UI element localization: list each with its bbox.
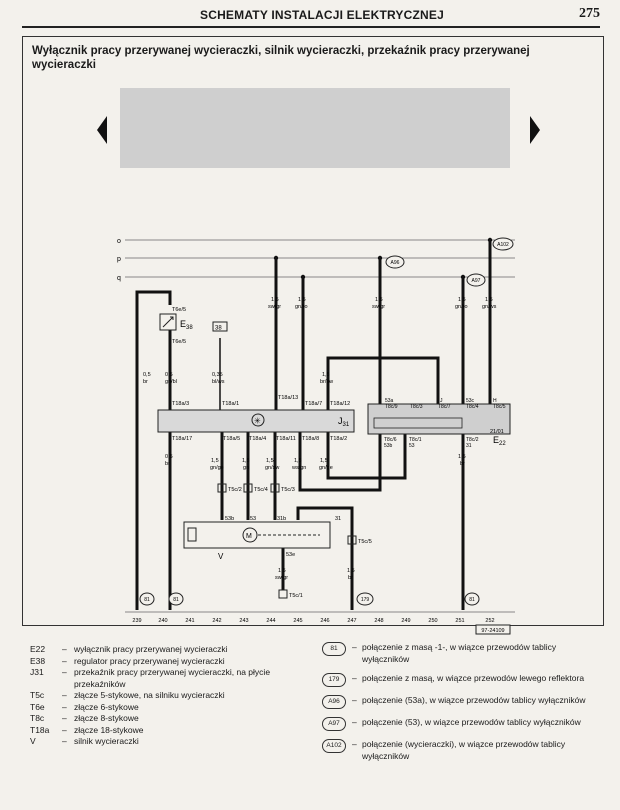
wire-label-color: sw/gr (372, 304, 386, 310)
t6e5-top-label: T6e/5 (172, 307, 187, 313)
t6e5-bot-label: T6e/5 (172, 339, 187, 345)
ground-badge-label: 81 (469, 597, 475, 603)
header-title: SCHEMATY INSTALACJI ELEKTRYCZNEJ (200, 8, 444, 22)
t8c9-label: T8c/9 (385, 404, 398, 410)
wire-label-size: 0,5 (143, 372, 151, 378)
wire-label-color: gn/ge (210, 465, 224, 471)
wire-label-size: 1,5 (266, 458, 274, 464)
wire-label-size: 1,5 (211, 458, 219, 464)
t8c6-label: T8c/6 (384, 437, 397, 443)
pin-53c: 53c (466, 398, 475, 404)
motor-symbol: M (246, 533, 252, 540)
wire-label-color: br (165, 461, 170, 467)
legend-code: T18a (30, 724, 50, 735)
pin-53b-e22: 53b (384, 443, 393, 449)
t5c1-connector (279, 590, 287, 598)
wire-label-size: 1,5 (458, 297, 466, 303)
bus-label-o: o (117, 238, 121, 245)
legend-code: T8c (30, 713, 45, 723)
junction-dot (378, 256, 382, 260)
connection-badge-icon: A102 (322, 739, 346, 753)
legend-connection-row: A102 – połączenie (wycieraczki), w wiązce przewodów tablicy wyłączników (322, 739, 602, 762)
legend-connection-desc: połączenie (wycieraczki), w wiązce przewodów tablicy wyłączników (362, 739, 566, 761)
v-label: V (218, 552, 224, 561)
t18a4-label: T18a/4 (249, 436, 267, 442)
t5c2-label: T5c/2 (228, 487, 242, 493)
ground-badge-icon: 179 (322, 673, 346, 687)
relay-symbol: ✳ (254, 416, 261, 426)
t18a7-label: T18a/7 (305, 401, 323, 407)
legend-desc: złącze 8-stykowe (74, 713, 139, 723)
t18a3-label: T18a/3 (172, 401, 190, 407)
legend-connection-row: 179 – połączenie z masą, w wiązce przewodów lewego reflektora (322, 673, 602, 687)
pin-31: 31 (335, 516, 342, 522)
legend-row: E22 – wyłącznik pracy przerywanej wycieraczki (30, 644, 310, 656)
ground-badge-label: 81 (173, 597, 179, 603)
wire-label-size: 1,5 (347, 568, 355, 574)
scale-number: 240 (158, 618, 168, 624)
legend-row: V – silnik wycieraczki (30, 736, 310, 748)
scale-number: 250 (428, 618, 438, 624)
scale-number: 243 (239, 618, 249, 624)
junction-dot (488, 238, 492, 242)
wire-label-color: sw/gr (275, 575, 289, 581)
legend-desc: wyłącznik pracy przerywanej wycieraczki (74, 644, 228, 654)
pin-53: 53 (250, 516, 257, 522)
legend-desc: regulator pracy przerywanej wycieraczki (74, 655, 225, 666)
scale-number: 242 (212, 618, 222, 624)
wire-label-size: 1,5 (271, 297, 279, 303)
legend-connection-desc: połączenie (53), w wiązce przewodów tablicy wyłączników (362, 717, 581, 727)
t18a11-label: T18a/11 (276, 436, 296, 442)
wire-label-size: 1,5 (485, 297, 493, 303)
legend-connection-desc: połączenie (53a), w wiązce przewodów tablicy wyłączników (362, 695, 586, 705)
wire-label-size: 0,5 (165, 454, 173, 460)
legend-desc: przekaźnik pracy przerywanej wycieraczki, na płycie przekaźników (74, 667, 271, 689)
legend-desc: złącze 18-stykowe (74, 724, 144, 735)
pin-53a-e22: 53a (385, 398, 394, 404)
figure-title: Wyłącznik pracy przerywanej wycieraczki, silnik wycieraczki, przekaźnik pracy przerywanej wycieraczki (32, 45, 530, 71)
t18a13-label: T18a/13 (278, 395, 299, 401)
legend-code: V (30, 736, 36, 746)
pin-53-e22: 53 (409, 443, 415, 449)
t18a17-label: T18a/17 (172, 436, 193, 442)
pin-31b: 31b (277, 516, 287, 522)
wire-w1 (137, 292, 170, 610)
box-38-label: 38 (215, 325, 222, 332)
t5c3-label: T5c/3 (281, 487, 295, 493)
wire-label-color: gn/ws (482, 304, 497, 310)
wire-label-size: 1,5 (242, 458, 250, 464)
t18a8-label: T18a/8 (302, 436, 320, 442)
connection-badge-label: A96 (390, 260, 400, 266)
wire-label-size: 1,5 (298, 297, 306, 303)
wire-label-size: 1,5 (294, 458, 302, 464)
wire-label-color: sw/gr (268, 304, 282, 310)
wire-label-size: 1,5 (320, 458, 328, 464)
legend-code: E38 (30, 655, 46, 666)
scale-number: 245 (293, 618, 303, 624)
scale-number: 246 (320, 618, 330, 624)
pin-h: H (493, 398, 497, 404)
wire-label-color: gn/ro (455, 304, 468, 310)
bus-label-q: q (117, 275, 121, 282)
t8c5-label: T8c/5 (493, 404, 506, 410)
junction-dot (274, 256, 278, 260)
legend-code: T6e (30, 701, 45, 712)
connection-badge-label: A97 (471, 278, 481, 284)
scale-number: 247 (347, 618, 357, 624)
t8c7-label: T8c/7 (438, 404, 451, 410)
wire-label-size: 1,5 (458, 454, 466, 460)
scale-number: 241 (185, 618, 195, 624)
junction-dot (461, 275, 465, 279)
j31-label: $J_{31}$ (338, 416, 350, 428)
t8c4-label: T8c/4 (466, 404, 479, 410)
scale-number: 248 (374, 618, 384, 624)
ground-badge-label: 81 (144, 597, 150, 603)
legend-components (30, 644, 310, 748)
pin-53e: 53e (286, 552, 296, 558)
e38-arrow-icon (163, 317, 173, 327)
bus-label-p: p (117, 256, 121, 263)
legend-row: T5c – złącze 5-stykowe, na silniku wycieraczki (30, 690, 310, 702)
legend-row: J31 – przekaźnik pracy przerywanej wycieraczki, na płycie przekaźników (30, 667, 310, 690)
t5c5-label: T5c/5 (358, 539, 372, 545)
legend-connection-desc: połączenie z masą -1-, w wiązce przewodów tablicy wyłączników (362, 642, 557, 664)
ground-badge-icon: 81 (322, 642, 346, 656)
legend-code: E22 (30, 644, 46, 654)
wire-label-color: gn/ro (295, 304, 308, 310)
legend-connection-row: A97 – połączenie (53), w wiązce przewodów tablicy wyłączników (322, 717, 602, 731)
wire-label-color: gn/bl (165, 379, 177, 385)
legend-connection-row: A96 – połączenie (53a), w wiązce przewodów tablicy wyłączników (322, 695, 602, 709)
wire-label-color: bl/ws (212, 379, 225, 385)
wire-label-color: gn/sw (265, 465, 280, 471)
e22-code: 21/01 (490, 429, 504, 435)
legend-code: J31 (30, 667, 44, 677)
wire-label-color: br (143, 379, 148, 385)
e38-label: $E_{38}$ (180, 319, 193, 331)
wire-label-size: 1,5 (322, 372, 330, 378)
t5c4-label: T5c/4 (254, 487, 268, 493)
t8c1-label: T8c/1 (409, 437, 422, 443)
scale-number: 252 (485, 618, 495, 624)
pin-j: J (440, 398, 443, 404)
scale-number: 249 (401, 618, 411, 624)
wire-w16 (298, 508, 352, 610)
legend-row: T6e – złącze 6-stykowe (30, 702, 310, 714)
wire-label-color: br/sw (320, 379, 334, 385)
t18a1-label: T18a/1 (222, 401, 240, 407)
pin-53b: 53b (225, 516, 235, 522)
figure-code: 97-24109 (481, 628, 505, 634)
wire-label-color: gn/ge (319, 465, 333, 471)
t18a12-label: T18a/12 (330, 401, 351, 407)
wire-label-size: 0,35 (212, 372, 223, 378)
legend-row: E38 – regulator pracy przerywanej wycieraczki (30, 656, 310, 668)
wire-label-color: br (460, 461, 465, 467)
legend-connection-desc: połączenie z masą, w wiązce przewodów lewego reflektora (362, 673, 585, 683)
pin-31-e22: 31 (466, 443, 472, 449)
t5c1-label: T5c/1 (289, 593, 303, 599)
legend-row: T8c – złącze 8-stykowe (30, 713, 310, 725)
wire-label-color: br (348, 575, 353, 581)
scale-number: 251 (455, 618, 465, 624)
t8c3-label: T8c/3 (410, 404, 423, 410)
scale-number: 239 (132, 618, 142, 624)
t18a5-label: T18a/5 (223, 436, 241, 442)
legend-desc: złącze 6-stykowe (74, 701, 139, 712)
wire-label-size: 0,5 (165, 372, 173, 378)
wire-label-color: gn (243, 465, 250, 471)
ground-badge-label: 179 (360, 597, 370, 603)
motor-switch (188, 528, 196, 541)
t18a2-label: T18a/2 (330, 436, 348, 442)
legend-connections (322, 642, 602, 770)
wire-label-size: 1,5 (375, 297, 383, 303)
legend-desc: silnik wycieraczki (74, 736, 139, 746)
junction-dot (301, 275, 305, 279)
e22-label: $E_{22}$ (493, 435, 506, 447)
scale-number: 244 (266, 618, 276, 624)
legend-row: T18a – złącze 18-stykowe (30, 725, 310, 737)
legend-connection-row: 81 – połączenie z masą -1-, w wiązce przewodów tablicy wyłączników (322, 642, 602, 665)
legend-desc: złącze 5-stykowe, na silniku wycieraczki (74, 690, 225, 700)
wire-label-size: 1,5 (278, 568, 286, 574)
wire-label-color: ws/gn (292, 465, 307, 471)
page-number: 275 (579, 6, 600, 21)
t8c2-label: T8c/2 (466, 437, 479, 443)
connection-badge-icon: A97 (322, 717, 346, 731)
connection-badge-label: A102 (497, 242, 509, 248)
legend-code: T5c (30, 690, 45, 700)
connection-badge-icon: A96 (322, 695, 346, 709)
